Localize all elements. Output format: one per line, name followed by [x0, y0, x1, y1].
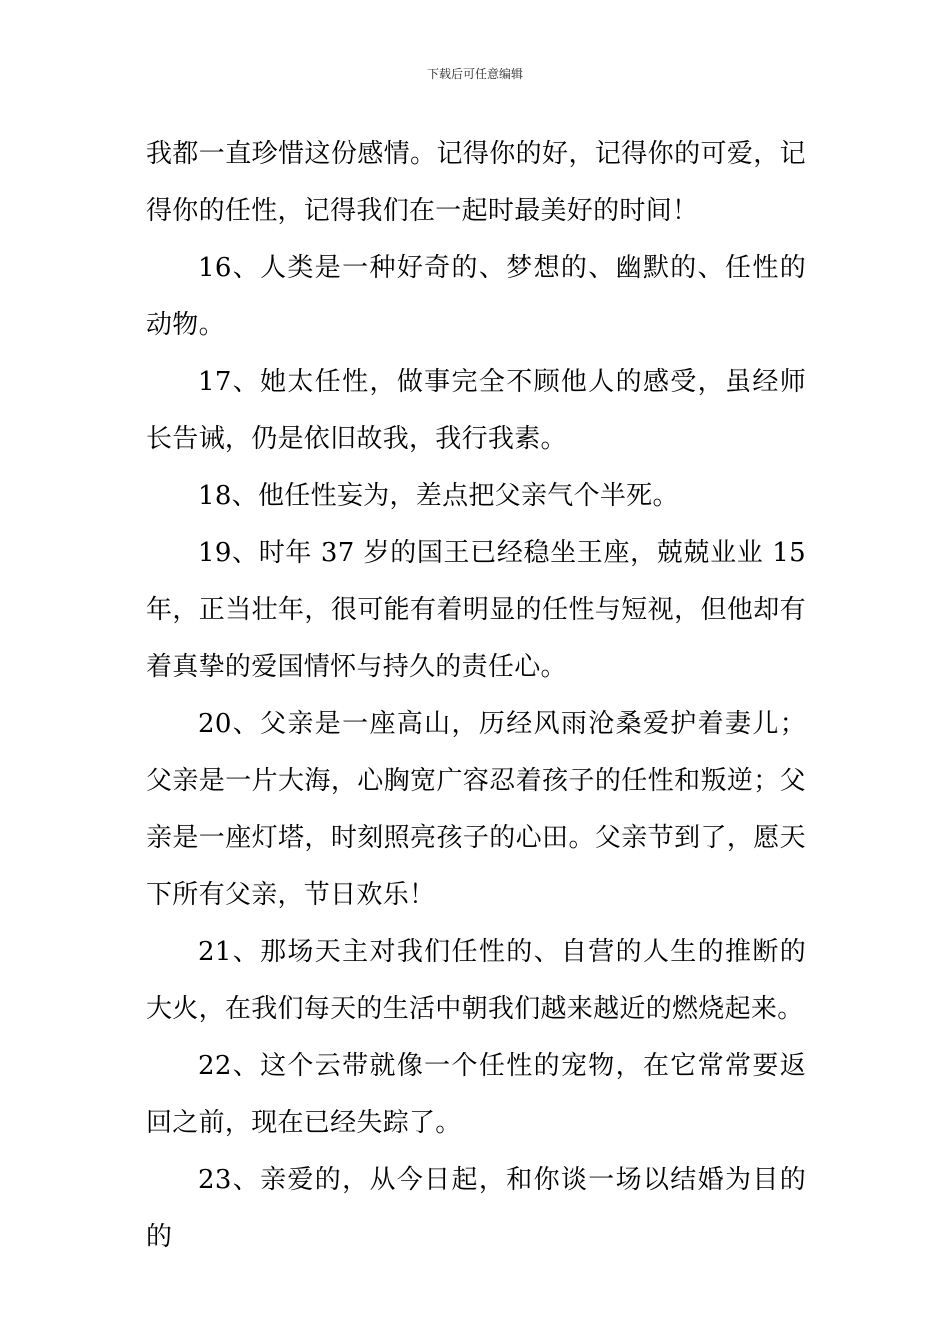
paragraph: 16、人类是一种好奇的、梦想的、幽默的、任性的动物。 — [146, 253, 806, 340]
body-text — [146, 126, 806, 1266]
paragraph: 我都一直珍惜这份感情。记得你的好，记得你的可爱，记得你的任性，记得我们在一起时最美好的时间！ — [146, 139, 806, 226]
paragraph: 21、那场天主对我们任性的、自营的人生的推断的大火，在我们每天的生活中朝我们越来越近的燃烧起来。 — [146, 937, 806, 1024]
paragraph: 23、亲爱的，从今日起，和你谈一场以结婚为目的的 — [146, 1165, 806, 1252]
paragraph: 20、父亲是一座高山，历经风雨沧桑爱护着妻儿；父亲是一片大海，心胸宽广容忍着孩子的任性和叛逆；父亲是一座灯塔，时刻照亮孩子的心田。父亲节到了，愿天下所有父亲，节日欢乐！ — [146, 709, 806, 910]
page-header: 下载后可任意编辑 — [426, 67, 523, 81]
paragraph: 19、时年 37 岁的国王已经稳坐王座，兢兢业业 15 年，正当壮年，很可能有着明显的任性与短视，但他却有着真挚的爱国情怀与持久的责任心。 — [146, 538, 806, 682]
paragraph: 18、他任性妄为，差点把父亲气个半死。 — [198, 481, 679, 511]
paragraph: 22、这个云带就像一个任性的宠物，在它常常要返回之前，现在已经失踪了。 — [146, 1051, 806, 1138]
paragraph: 17、她太任性，做事完全不顾他人的感受，虽经师长告诫，仍是依旧故我，我行我素。 — [146, 367, 806, 454]
